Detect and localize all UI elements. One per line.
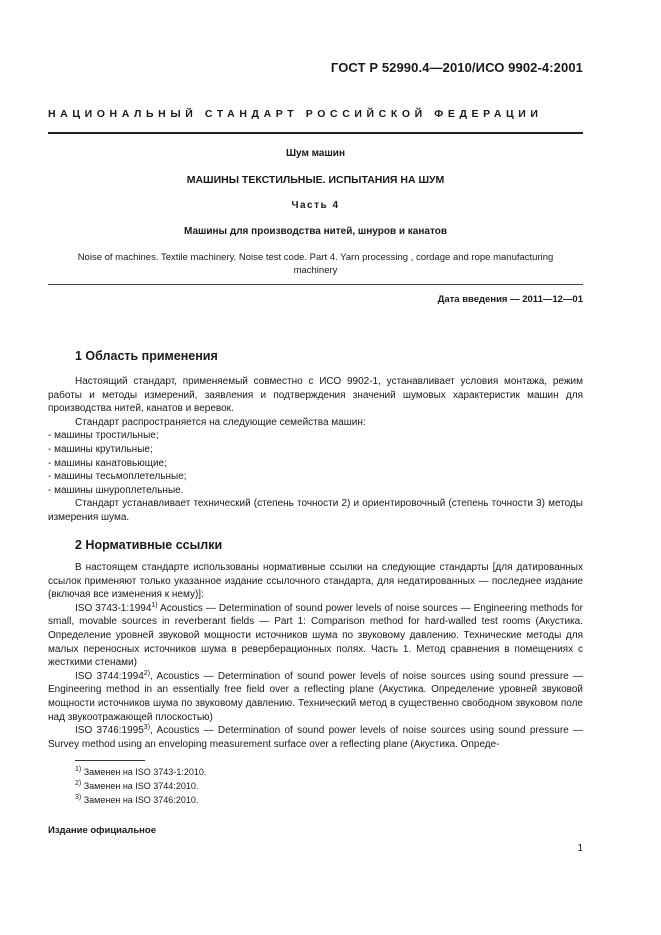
reference-text: , Acoustics — Determination of sound power levels of noise sources using sound pressure — Survey method using an enveloping measurement surface over a reflecting plane (Акустика. Опреде-: [48, 725, 584, 750]
list-item: - машины тростильные;: [48, 430, 159, 442]
footnote-marker: 3): [143, 724, 151, 732]
title-part: Часть 4: [291, 200, 340, 211]
title-subtitle: Машины для производства нитей, шнуров и канатов: [184, 226, 447, 237]
title-series: Шум машин: [285, 148, 345, 159]
footnote-text: Заменен на ISO 3744:2010.: [81, 781, 199, 792]
section-1-paragraph: Стандарт распространяется на следующие семейства машин:: [75, 416, 366, 428]
reference-code: ISO 3743-1:1994: [75, 602, 152, 614]
footnote-marker: 1): [151, 601, 158, 609]
reference-code: ISO 3744:1994: [75, 670, 144, 682]
edition-label: Издание официальное: [48, 825, 156, 836]
footnote: [75, 793, 206, 807]
section-1-paragraph: Настоящий стандарт, применяемый совместно с ИСО 9902-1, устанавливает условия монтажа, режим работы и методы измерений, заявления и подтверждения значений шумовых характеристик машин для производства нитей, канатов и веревок.: [48, 376, 583, 415]
list-item: - машины канатовьющие;: [48, 457, 167, 469]
reference-item: [48, 724, 583, 751]
reference-text: , Acoustics — Determination of sound power levels of noise sources using sound pressure — Engineering method in an essentially free field over a reflecting plane (Акустика. Определение уровней звуковой мощности источников шума по звуковому давлению. Технический метод в существенно свободном звуковом поле над звукоотражающей плоскостью): [48, 670, 584, 723]
document-code: ГОСТ Р 52990.4—2010/ИСО 9902-4:2001: [330, 60, 583, 75]
section-2-body: [48, 561, 583, 751]
reference-item: [48, 602, 583, 670]
section-1-body: [48, 375, 583, 525]
footnote-text: Заменен на ISO 3746:2010.: [81, 795, 199, 806]
footnote-mark: 2): [75, 780, 82, 788]
reference-item: [48, 670, 583, 724]
footnote-mark: 3): [75, 794, 82, 802]
title-english: Noise of machines. Textile machinery. Noise test code. Part 4. Yarn processing , cordage and rope manufacturing machinery: [77, 252, 554, 276]
national-standard-banner: НАЦИОНАЛЬНЫЙ СТАНДАРТ РОССИЙСКОЙ ФЕДЕРАЦИИ: [48, 108, 543, 120]
footnote: [75, 765, 206, 779]
introduction-date: Дата введения — 2011—12—01: [437, 294, 583, 305]
section-2-heading: 2 Нормативные ссылки: [75, 538, 223, 552]
page-number: 1: [577, 843, 583, 854]
list-item: - машины тесьмоплетельные;: [48, 471, 187, 483]
footnote: [75, 779, 206, 793]
footnote-mark: 1): [75, 766, 82, 773]
footnote-rule: [75, 760, 145, 761]
header-rule: [48, 132, 583, 134]
section-1-paragraph: Стандарт устанавливает технический (степень точности 2) и ориентировочный (степень точности 3) методы измерения шума.: [48, 498, 583, 523]
footnote-text: Заменен на ISO 3743-1:2010.: [81, 767, 207, 777]
list-item: - машины крутильные;: [48, 443, 153, 455]
section-1-heading: 1 Область применения: [75, 349, 218, 363]
footnotes: [75, 765, 206, 808]
title-main: МАШИНЫ ТЕКСТИЛЬНЫЕ. ИСПЫТАНИЯ НА ШУМ: [186, 174, 445, 186]
list-item: - машины шнуроплетельные.: [48, 484, 184, 496]
footnote-marker: 2): [143, 669, 151, 677]
section-2-intro: В настоящем стандарте использованы нормативные ссылки на следующие стандарты [для датированных ссылок применяют только указанное издание ссылочного стандарта, для недатированных — последнее издание (включая все изменения к нему)]:: [48, 562, 583, 601]
title-rule: [48, 284, 583, 285]
reference-text: Acoustics — Determination of sound power levels of noise sources — Engineering methods for small, movable sources in reverberant fields — Part 1: Comparison method for hard-walled test rooms (Акустика. Определение уровней звуковой мощности источников шума по звуковому давлению. Технические методы для малых переносных источников шума в реверберационных полях. Часть 1. Метод сравнения в помещениях с жесткими стенами): [48, 602, 584, 669]
reference-code: ISO 3746:1995: [75, 725, 144, 737]
